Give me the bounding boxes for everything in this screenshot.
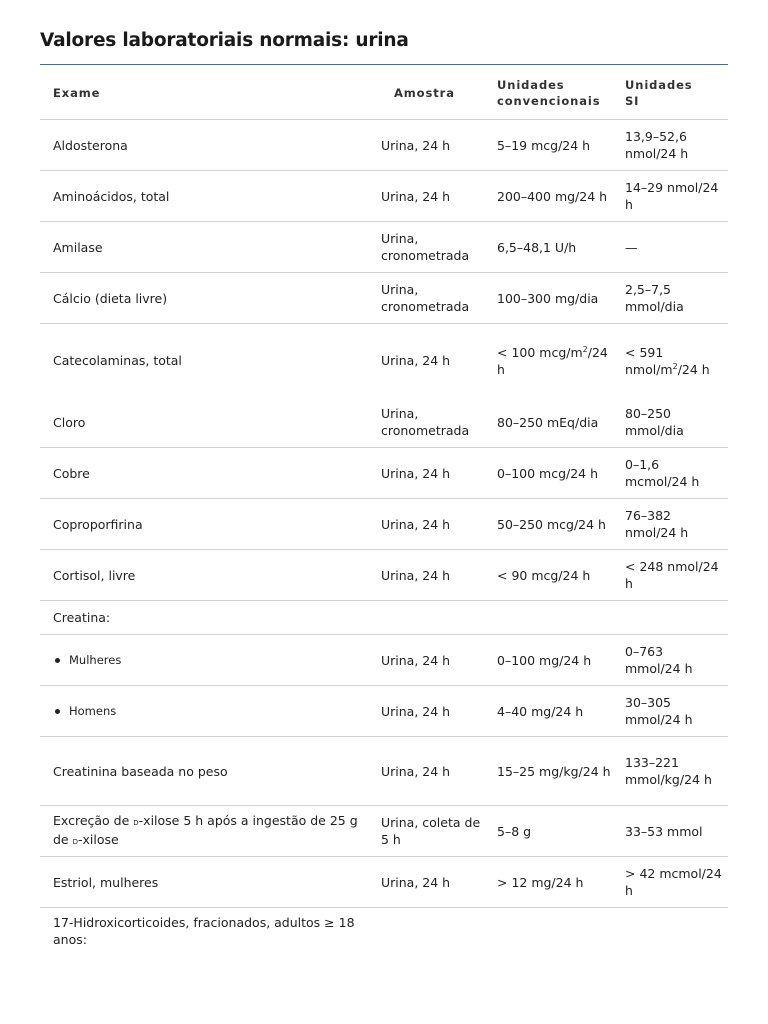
cell-unidades-si: 30–305 mmol/24 h [625,686,728,737]
cell-amostra: Urina, 24 h [381,635,497,686]
cell-unidades-convencionais: < 100 mcg/$m^2/24$ h [497,344,608,377]
cell-exame: Catecolaminas, total [53,353,182,368]
cell-unidades-convencionais: < 90 mcg/24 h [497,550,625,601]
cell-unidades-convencionais: 80–250 mEq/dia [497,397,625,448]
cell-empty [497,908,625,965]
cell-unidades-convencionais: 0–100 mcg/24 h [497,448,625,499]
page-title: Valores laboratoriais normais: urina [40,30,409,51]
cell-unidades-convencionais: 100–300 mg/dia [497,273,625,324]
cell-amostra: Urina, coleta de 5 h [381,806,497,857]
cell-amostra: Urina, 24 h [381,857,497,908]
cell-exame: Estriol, mulheres [40,857,381,908]
header-unidades-convencionais: Unidades convencionais [497,66,625,120]
cell-exame: Cobre [40,448,381,499]
cell-exame: Cloro [40,397,381,448]
table-row [40,806,728,857]
table-row [40,448,728,499]
cell-group-label: Creatina: [40,601,381,635]
cell-unidades-si: > 42 mcmol/24 h [625,857,728,908]
cell-unidades-convencionais: 0–100 mg/24 h [497,635,625,686]
cell-unidades-convencionais: 50–250 mcg/24 h [497,499,625,550]
cell-exame: Mulheres [40,635,381,686]
cell-exame: Homens [40,686,381,737]
cell-empty [625,601,728,635]
cell-unidades-convencionais: > 12 mg/24 h [497,857,625,908]
cell-unidades-si: 80–250 mmol/dia [625,397,728,448]
cell-unidades-si: 76–382 nmol/24 h [625,499,728,550]
cell-unidades-si: < 248 nmol/24 h [625,550,728,601]
title-divider [40,64,728,65]
cell-amostra: Urina, 24 h [381,550,497,601]
header-exame: Exame [40,66,381,120]
cell-amostra: Urina, 24 h [381,353,451,368]
cell-unidades-convencionais: 5–19 mcg/24 h [497,120,625,171]
cell-exame: Creatinina baseada no peso [40,737,381,806]
cell-unidades-si: 133–221 mmol/kg/24 h [625,737,728,806]
cell-unidades-si: — [625,222,728,273]
table-row [40,686,728,737]
cell-unidades-si: 33–53 mmol [625,806,728,857]
cell-unidades-si: 14–29 nmol/24 h [625,171,728,222]
cell-unidades-convencionais: 6,5–48,1 U/h [497,222,625,273]
cell-amostra: Urina, cronometrada [381,397,497,448]
cell-unidades-si: 2,5–7,5 mmol/dia [625,273,728,324]
cell-exame: Aminoácidos, total [40,171,381,222]
cell-empty [497,601,625,635]
cell-unidades-si: 0–1,6 mcmol/24 h [625,448,728,499]
cell-exame: Coproporfirina [40,499,381,550]
header-unidades-si: Unidades SI [625,66,728,120]
table-row [40,550,728,601]
table-row [40,222,728,273]
cell-unidades-si: 0–763 mmol/24 h [625,635,728,686]
cell-unidades-convencionais: 15–25 mg/kg/24 h [497,737,625,806]
cell-unidades-convencionais: 5–8 g [497,806,625,857]
cell-exame: Excreção de d-xilose 5 h após a ingestão de 25 g de d-xilose [40,806,381,857]
cell-empty [625,908,728,965]
cell-amostra: Urina, cronometrada [381,222,497,273]
table-row [40,120,728,171]
cell-unidades-convencionais: 200–400 mg/24 h [497,171,625,222]
cell-unidades-si: 13,9–52,6 nmol/24 h [625,120,728,171]
cell-amostra: Urina, 24 h [381,737,497,806]
header-amostra: Amostra [381,66,497,120]
bullet-icon [55,658,60,663]
table-row [40,857,728,908]
cell-unidades-convencionais: 4–40 mg/24 h [497,686,625,737]
table-row [40,324,728,398]
table-row [40,635,728,686]
table-group-row [40,601,728,635]
cell-amostra: Urina, 24 h [381,448,497,499]
cell-exame: Amilase [40,222,381,273]
table-group-row [40,908,728,965]
cell-empty [381,601,497,635]
cell-empty [381,908,497,965]
table-row [40,397,728,448]
table-row [40,273,728,324]
table-row [40,737,728,806]
cell-exame: Cortisol, livre [40,550,381,601]
cell-group-label: 17-Hidroxicorticoides, fracionados, adultos ≥ 18 anos: [53,915,355,947]
cell-amostra: Urina, 24 h [381,499,497,550]
cell-exame: Cálcio (dieta livre) [40,273,381,324]
cell-unidades-si: < 591 nmol/$m^2/24$ h [625,344,710,377]
lab-values-table [40,66,728,964]
table-row [40,171,728,222]
cell-amostra: Urina, 24 h [381,686,497,737]
cell-amostra: Urina, cronometrada [381,273,497,324]
cell-amostra: Urina, 24 h [381,171,497,222]
cell-amostra: Urina, 24 h [381,120,497,171]
table-row [40,499,728,550]
table-header-row [40,66,728,120]
cell-exame: Aldosterona [40,120,381,171]
bullet-icon [55,709,60,714]
